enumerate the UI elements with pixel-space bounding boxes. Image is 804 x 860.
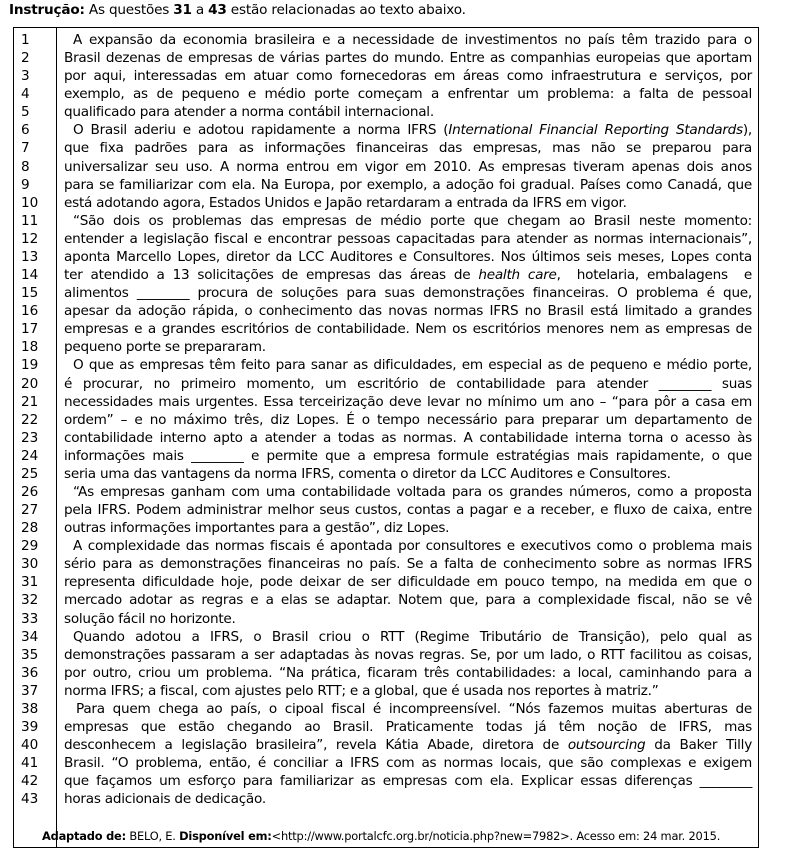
- text-segment: por outro, criou um problema. “Na prática, ficaram três contabilidades: a local, caminhando para a: [64, 664, 752, 681]
- line-number: 8: [21, 158, 30, 175]
- text-segment: seria uma das vantagens da norma IFRS, comenta o diretor da LCC Auditores e Consultores.: [64, 465, 671, 482]
- line-number: 30: [21, 556, 39, 573]
- text-segment: que façamos um esforço para familiarizar as empresas com ela. Explicar essas diferenças ________: [64, 773, 752, 790]
- text-segment: desconhecem a legislação brasileira”, revela Kátia Abade, diretora de: [64, 737, 568, 754]
- text-segment: demonstrações passaram a ser adaptadas às novas regras. Se, por um lado, o RTT facilitou as coisas,: [64, 646, 752, 663]
- text-line: [64, 501, 752, 519]
- text-segment: por aqui, interessadas em atuar como fornecedoras em áreas como infraestrutura e serviços, por: [64, 68, 752, 85]
- source-url: <http://www.portalcfc.org.br/noticia.php?new=7982>: [271, 829, 570, 843]
- text-line: [64, 393, 752, 411]
- line-number-column: [14, 28, 57, 847]
- line-number: 32: [21, 592, 39, 609]
- line-number: 31: [21, 574, 39, 591]
- text-line: [64, 284, 752, 302]
- text-line: [64, 320, 752, 338]
- line-number: 43: [21, 791, 39, 808]
- line-number: 14: [21, 267, 39, 284]
- line-number: 33: [21, 610, 39, 627]
- text-segment: Quando adotou a IFRS, o Brasil criou o RTT (Regime Tributário de Transição), pelo qual as: [73, 628, 752, 645]
- text-line: [64, 483, 752, 501]
- text-segment: apesar da adoção rápida, o conhecimento das novas normas IFRS no Brasil está limitado a grandes: [64, 303, 752, 320]
- line-number: 29: [21, 538, 39, 555]
- text-segment: contabilidade interno apto a atender a todas as normas. A contabilidade interna torna o acesso às: [64, 429, 752, 446]
- text-line: [64, 664, 752, 682]
- text-segment: , hotelaria, embalagens e: [556, 267, 753, 284]
- line-number: 40: [21, 737, 39, 754]
- line-number: 11: [21, 212, 39, 229]
- source-label-adapted: Adaptado de:: [42, 829, 126, 843]
- text-line: [64, 121, 752, 139]
- line-number: 22: [21, 411, 39, 428]
- text-segment: aponta Marcello Lopes, diretor da LCC Auditores e Consultores. Nos últimos seis meses, Lopes conta: [64, 248, 752, 265]
- line-number: 25: [21, 465, 39, 482]
- text-segment: A expansão da economia brasileira e a necessidade de investimentos no país têm trazido para o: [73, 32, 752, 48]
- text-line: [64, 519, 752, 537]
- text-line: [64, 411, 752, 429]
- text-segment: que fixa padrões para as informações financeiras das empresas, mas não se preparou para: [64, 140, 752, 157]
- text-segment: norma IFRS; a fiscal, com ajustes pelo RTT; e a global, que é usada nos reportes à matriz.”: [64, 682, 659, 699]
- text-line: [64, 646, 752, 664]
- text-line: [64, 31, 752, 49]
- text-segment: Para quem chega ao país, o cipoal fiscal é incompreensível. “Nós fazemos muitas aberturas de: [76, 700, 752, 717]
- line-number: 3: [21, 68, 30, 85]
- text-segment: pequeno porte se prepararam.: [64, 339, 266, 356]
- text-segment: ordem” – e no máximo três, diz Lopes. É o tempo necessário para preparar um departamento de: [64, 411, 752, 428]
- text-line: [64, 85, 752, 103]
- text-segment: alimentos ________ procura de soluções para suas demonstrações financeiras. O problema é que,: [64, 285, 752, 302]
- text-line: [64, 429, 752, 447]
- text-segment: para se familiarizar com ela. Na Europa, por exemplo, a adoção foi gradual. Países como Canadá, que: [64, 176, 752, 193]
- text-line: [64, 790, 752, 808]
- text-segment: ter atendido a 13 solicitações de empresas das áreas de: [64, 267, 479, 284]
- text-segment: é procurar, no primeiro momento, um escritório de contabilidade para atender ________ suas: [64, 375, 752, 392]
- text-segment: O que as empresas têm feito para sanar as dificuldades, em especial as de pequeno e médio porte,: [73, 357, 752, 374]
- line-number: 34: [21, 628, 39, 645]
- italic-term: health care: [478, 267, 557, 284]
- question-end: 43: [208, 2, 227, 18]
- line-number: 16: [21, 303, 39, 320]
- text-line: [64, 736, 752, 754]
- text-line: [64, 338, 752, 356]
- text-line: [64, 537, 752, 555]
- text-line: [64, 465, 752, 483]
- line-number: 7: [21, 140, 30, 157]
- question-start: 31: [173, 2, 192, 18]
- text-segment: exemplo, as de pequeno e médio porte começam a enfrentar um problema: a falta de pessoal: [64, 86, 752, 103]
- text-segment: outras informações importantes para a gestão”, diz Lopes.: [64, 520, 450, 537]
- text-segment: da Baker Tilly: [645, 737, 752, 754]
- text-segment: horas adicionais de dedicação.: [64, 791, 266, 808]
- text-line: [64, 139, 752, 157]
- source-citation: [42, 829, 720, 843]
- text-segment: está adotando agora, Estados Unidos e Japão retardaram a entrada da IFRS em vigor.: [64, 194, 627, 211]
- text-segment: “As empresas ganham com uma contabilidade voltada para os grandes números, como a proposta: [73, 484, 752, 500]
- text-line: [64, 103, 752, 121]
- line-number: 9: [21, 176, 30, 193]
- source-author: BELO, E.: [125, 829, 180, 843]
- text-line: [64, 700, 752, 718]
- text-line: [64, 555, 752, 573]
- line-number: 23: [21, 429, 39, 446]
- text-segment: O Brasil aderiu e adotou rapidamente a norma IFRS (: [73, 122, 449, 139]
- line-number: 17: [21, 321, 39, 338]
- line-number: 12: [21, 230, 39, 247]
- line-number: 18: [21, 339, 39, 356]
- text-line: [64, 67, 752, 85]
- text-line: [64, 194, 752, 212]
- text-segment: representa dificuldade hoje, pode deixar de ser dificuldade em pouco tempo, na medida em que o: [64, 574, 752, 591]
- line-number: 35: [21, 646, 39, 663]
- line-number: 38: [21, 700, 39, 717]
- text-segment: sério para as demonstrações financeiras no país. Se a falta de conhecimento sobre as normas IFRS: [64, 556, 752, 573]
- text-segment: “São dois os problemas das empresas de médio porte que chegam ao Brasil neste momento:: [73, 212, 752, 229]
- text-segment: universalizar seu uso. A norma entrou em vigor em 2010. As empresas tiveram apenas dois anos: [64, 158, 752, 175]
- text-line: [64, 158, 752, 176]
- text-segment: Brasil dezenas de empresas de várias partes do mundo. Entre as companhias europeias que aportam: [64, 50, 752, 67]
- line-number: 5: [21, 104, 30, 121]
- text-segment: Brasil. “O problema, então, é conciliar a IFRS com as normas locais, que são complexas e exigem: [64, 755, 752, 772]
- instruction-prefix: As questões: [84, 2, 174, 18]
- text-segment: qualificado para atender a norma contábil internacional.: [64, 104, 434, 121]
- text-segment: necessidades mais urgentes. Essa terceirização deve levar no mínimo um ano – “para pôr a casa em: [64, 393, 752, 410]
- text-line: [64, 356, 752, 374]
- text-line: [64, 302, 752, 320]
- line-number: 39: [21, 719, 39, 736]
- instruction-label: Instrução:: [9, 2, 85, 18]
- italic-term: International Financial Reporting Standards: [448, 122, 743, 139]
- line-number: 26: [21, 484, 39, 500]
- line-number: 27: [21, 502, 39, 519]
- text-segment: informações mais ________ e permite que a empresa formule estratégias mais rapidamente, o que: [64, 447, 752, 464]
- source-access-date: . Acesso em: 24 mar. 2015.: [569, 829, 721, 843]
- line-number: 37: [21, 682, 39, 699]
- text-line: [64, 682, 752, 700]
- text-line: [64, 266, 752, 284]
- text-segment: entender a legislação fiscal e encontrar pessoas capacitadas para atender as normas internacionais”,: [64, 230, 752, 247]
- instruction-heading: [9, 1, 466, 19]
- text-line: [64, 230, 752, 248]
- text-line: [64, 176, 752, 194]
- text-line: [64, 772, 752, 790]
- line-number: 24: [21, 447, 39, 464]
- text-line: [64, 718, 752, 736]
- text-line: [64, 628, 752, 646]
- text-line: [64, 573, 752, 591]
- italic-term: outsourcing: [567, 737, 646, 754]
- text-segment: A complexidade das normas fiscais é apontada por consultores e executivos como o problema mais: [73, 538, 752, 555]
- text-frame: [13, 27, 759, 848]
- text-line: [64, 610, 752, 628]
- text-segment: empresas e a grandes escritórios de contabilidade. Nem os escritórios menores nem as empresas de: [64, 321, 752, 338]
- line-number: 36: [21, 664, 39, 681]
- line-number: 15: [21, 285, 39, 302]
- text-line: [64, 447, 752, 465]
- text-line: [64, 754, 752, 772]
- text-line: [64, 591, 752, 609]
- text-segment: empresas que estão chegando ao Brasil. Praticamente todas já têm noção de IFRS, mas: [64, 719, 752, 736]
- text-line: [64, 49, 752, 67]
- instruction-suffix: estão relacionadas ao texto abaixo.: [226, 2, 466, 18]
- line-number: 13: [21, 248, 39, 265]
- line-number: 6: [21, 122, 30, 139]
- line-number: 28: [21, 520, 39, 537]
- source-label-available: Disponível em:: [179, 829, 272, 843]
- line-number: 10: [21, 194, 39, 211]
- line-number: 41: [21, 755, 39, 772]
- line-number: 4: [21, 86, 30, 103]
- line-number: 20: [21, 375, 39, 392]
- text-segment: mercado adotar as regras e a elas se adaptar. Notem que, para a complexidade fiscal, não se vê: [64, 592, 752, 609]
- text-segment: solução fácil no horizonte.: [64, 610, 236, 627]
- instruction-mid: a: [191, 2, 209, 18]
- text-line: [64, 212, 752, 230]
- line-number: 1: [21, 32, 30, 48]
- text-line: [64, 248, 752, 266]
- line-number: 21: [21, 393, 39, 410]
- text-segment: pela IFRS. Podem administrar melhor seus custos, contas a pagar e a receber, e fluxo de caixa, entre: [64, 502, 752, 519]
- line-number: 19: [21, 357, 39, 374]
- text-line: [64, 375, 752, 393]
- line-number: 42: [21, 773, 39, 790]
- line-number: 2: [21, 50, 30, 67]
- text-segment: ),: [742, 122, 752, 139]
